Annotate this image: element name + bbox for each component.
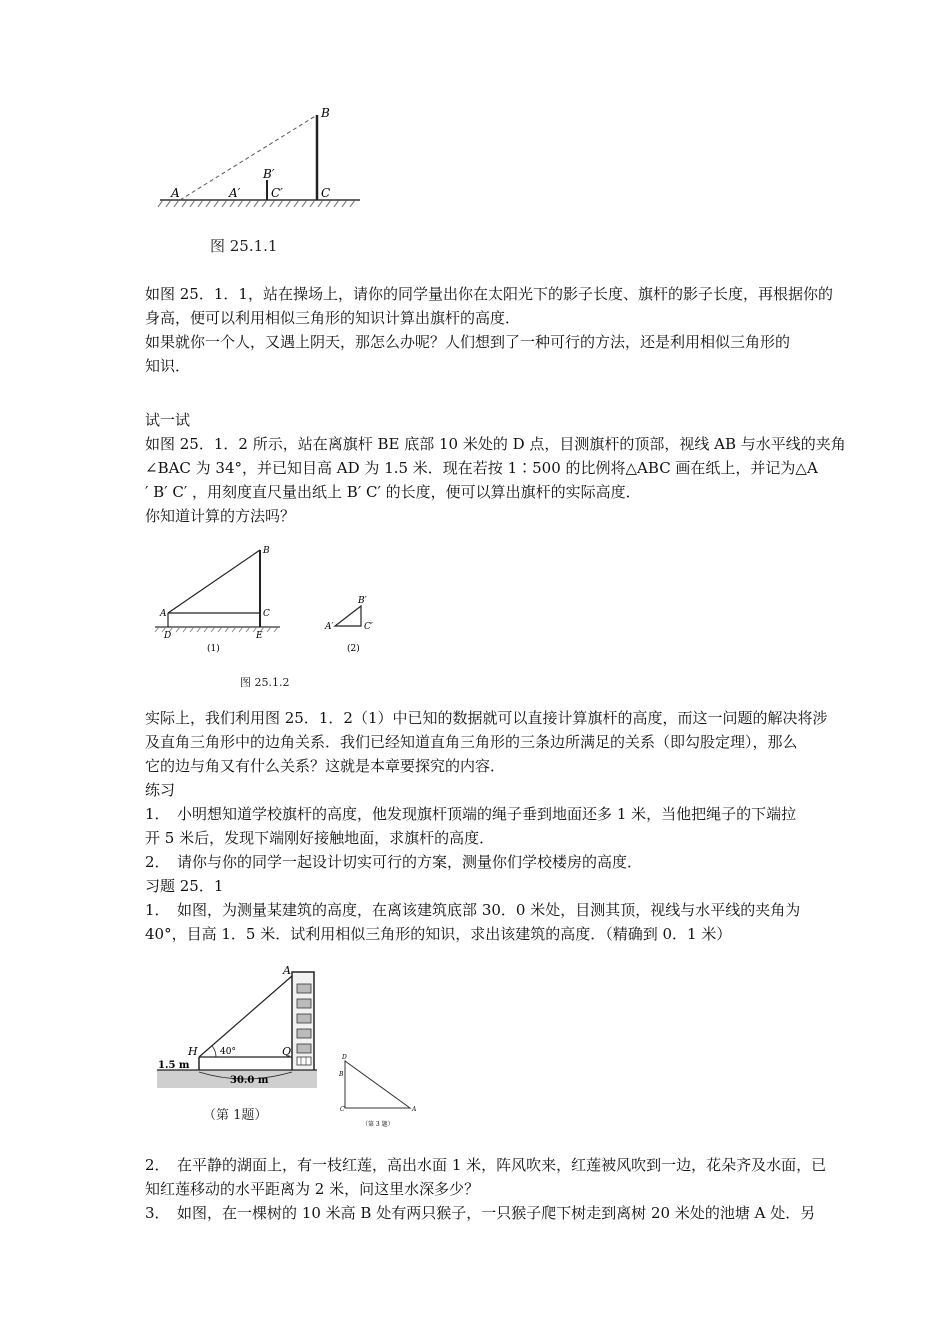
fig4-label-a: A — [412, 1106, 417, 1113]
fig4-label-c: C — [340, 1106, 345, 1113]
section-heading: 习题 25．1 — [145, 877, 224, 895]
exercise-section — [145, 706, 865, 946]
text-line: 身高，便可以利用相似三角形的知识计算出旗杆的高度． — [145, 309, 521, 327]
text-line: 3． 如图，在一棵树的 10 米高 B 处有两只猴子，一只猴子爬下树走到离树 20 米处的池塘 A 处．另 — [145, 1204, 816, 1222]
text-line: 如图 25．1．1，站在操场上，请你的同学量出你在太阳光下的影子长度、旗杆的影子长度，再根据你的 — [145, 285, 833, 303]
fig2-label-a-prime: A′ — [325, 622, 334, 632]
figure-25-1-1-caption: 图 25.1.1 — [210, 237, 278, 255]
text-line: 2． 请你与你的同学一起设计切实可行的方案，测量你们学校楼房的高度． — [145, 853, 643, 871]
fig3-angle-label: 40° — [220, 1047, 236, 1057]
fig1-label-c: C — [321, 186, 331, 200]
fig1-label-b-prime: B′ — [263, 167, 275, 181]
fig4-caption: （第 3 题） — [362, 1121, 394, 1128]
figure-25-1-2 — [150, 542, 390, 657]
figure-problem-1 — [152, 962, 322, 1092]
text-line: 知识． — [145, 357, 191, 375]
fig2-sub1: (1) — [207, 644, 220, 654]
figure-problem-1-caption: （第 1题） — [203, 1108, 268, 1123]
figure-problem-3 — [335, 1050, 425, 1130]
intro-paragraph — [145, 282, 865, 378]
section-heading: 试一试 — [145, 411, 191, 429]
text-line: 知红莲移动的水平距离为 2 米，问这里水深多少？ — [145, 1180, 480, 1198]
fig2-label-c: C — [263, 609, 270, 619]
fig3-height-label: 1.5 m — [158, 1060, 190, 1071]
text-line: 实际上，我们利用图 25．1．2（1）中已知的数据就可以直接计算旗杆的高度，而这一问题的解决将涉 — [145, 709, 828, 727]
fig2-label-d: D — [164, 631, 172, 641]
figure-25-1-1 — [155, 100, 370, 215]
text-line: 1． 如图，为测量某建筑的高度，在离该建筑底部 30．0 米处，目测其顶，视线与水平线的夹角为 — [145, 901, 801, 919]
text-line: 它的边与角又有什么关系？这就是本章要探究的内容． — [145, 757, 506, 775]
figure-25-1-2-caption: 图 25.1.2 — [240, 676, 290, 689]
fig3-label-a: A — [283, 964, 291, 977]
fig1-label-a-prime: A′ — [229, 186, 241, 200]
fig2-sub2: (2) — [347, 644, 360, 654]
text-line: 如图 25．1．2 所示，站在离旗杆 BE 底部 10 米处的 D 点，目测旗杆的顶部，视线 AB 与水平线的夹角 — [145, 435, 846, 453]
fig1-label-c-prime: C′ — [271, 186, 283, 200]
fig4-label-d: D — [342, 1054, 347, 1061]
fig3-label-q: Q — [282, 1045, 292, 1058]
text-line: 如果就你一个人，又遇上阴天，那怎么办呢？人们想到了一种可行的方法，还是利用相似三角形的 — [145, 333, 791, 351]
text-line: 40°，目高 1．5 米．试利用相似三角形的知识，求出该建筑的高度．（精确到 0．1 米） — [145, 925, 732, 943]
fig3-label-h: H — [188, 1045, 198, 1058]
fig2-label-b-prime: B′ — [358, 596, 367, 606]
fig3-distance-label: 30.0 m — [230, 1075, 269, 1086]
fig1-label-b: B — [321, 106, 330, 120]
fig2-label-b: B — [263, 546, 270, 556]
text-line: ′ B′ C′ ，用刻度直尺量出纸上 B′ C′ 的长度，便可以算出旗杆的实际高度． — [145, 483, 641, 501]
fig2-label-e: E — [256, 631, 263, 641]
text-line: 及直角三角形中的边角关系．我们已经知道直角三角形的三条边所满足的关系（即勾股定理），那么 — [145, 733, 798, 751]
problems-section — [145, 1153, 865, 1225]
fig2-label-a: A — [160, 609, 167, 619]
text-line: 开 5 米后，发现下端刚好接触地面，求旗杆的高度． — [145, 829, 495, 847]
text-line: 你知道计算的方法吗？ — [145, 507, 296, 525]
text-line: 2． 在平静的湖面上，有一枝红莲，高出水面 1 米，阵风吹来，红莲被风吹到一边，花朵齐及水面，已 — [145, 1156, 827, 1174]
fig4-label-b: B — [339, 1071, 344, 1078]
section-heading: 练习 — [145, 781, 176, 799]
try-it-section — [145, 408, 865, 528]
fig2-label-c-prime: C′ — [364, 622, 373, 632]
text-line: 1． 小明想知道学校旗杆的高度，他发现旗杆顶端的绳子垂到地面还多 1 米，当他把绳子的下端拉 — [145, 805, 797, 823]
fig1-label-a: A — [171, 186, 180, 200]
text-line: ∠BAC 为 34°，并已知目高 AD 为 1.5 米．现在若按 1∶500 的比例将△ABC 画在纸上，并记为△A — [145, 459, 818, 477]
